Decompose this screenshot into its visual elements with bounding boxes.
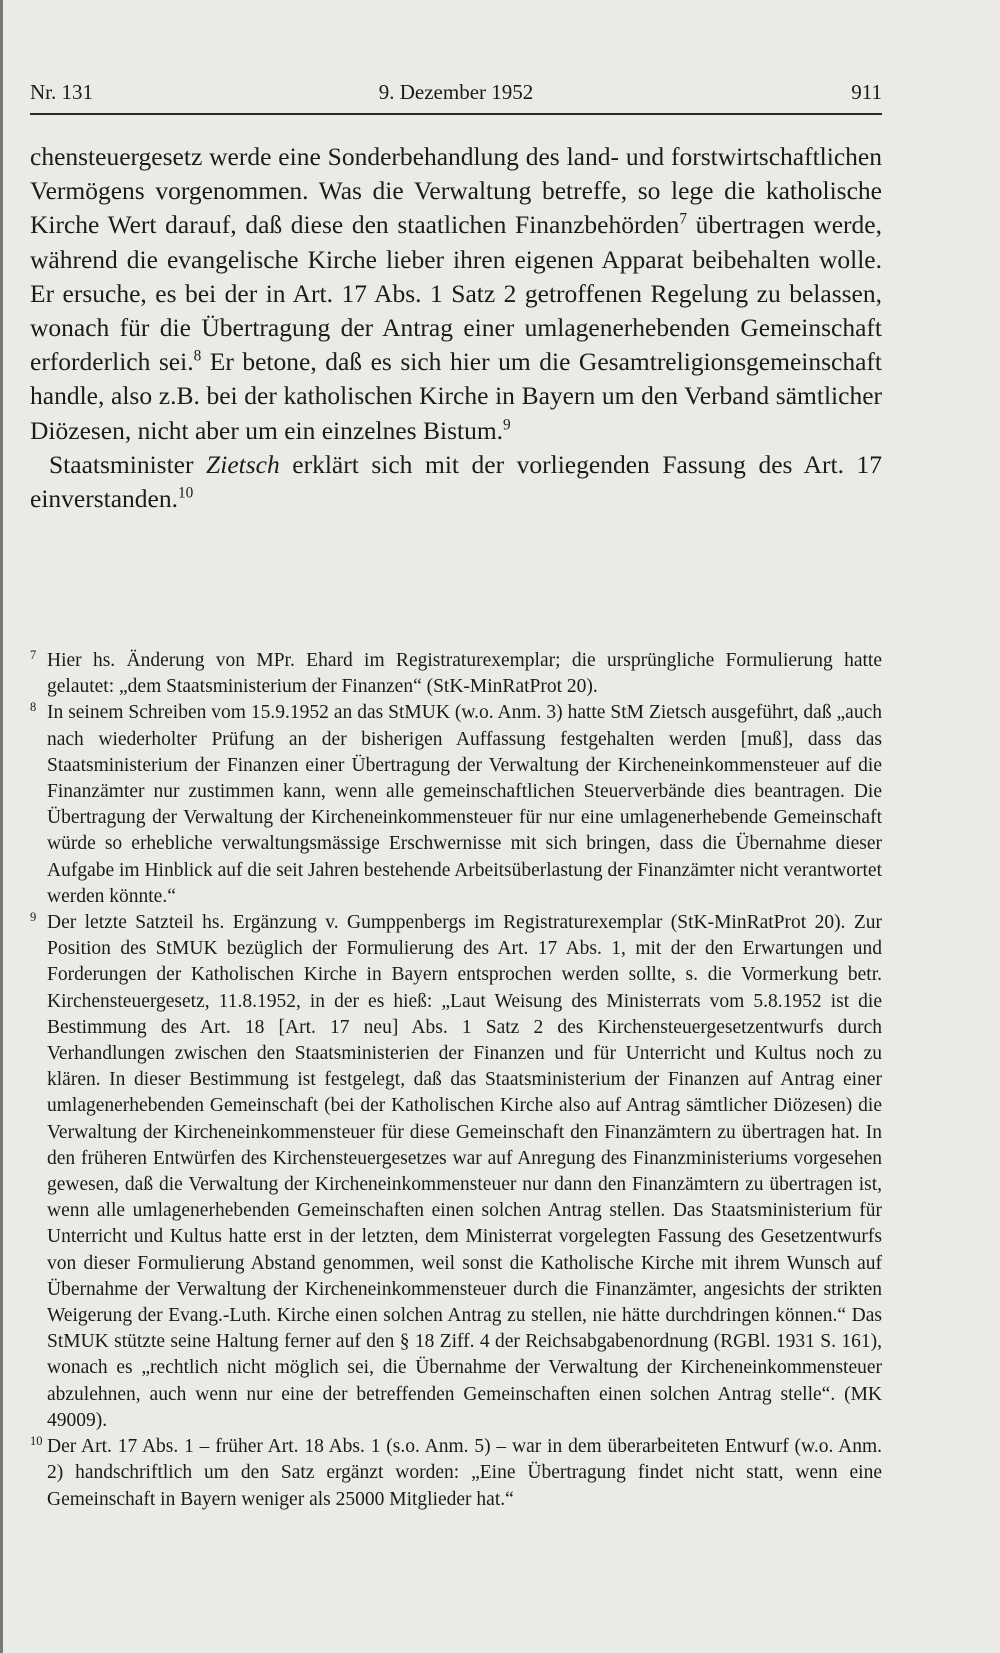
text-run: erklärt sich mit der vorliegenden Fassung des Art. 17 einverstanden.: [30, 449, 883, 514]
footnote: [30, 910, 882, 1434]
text-run: übertragen werde, während die evangelische Kirche lieber ihren eigenen Apparat beibehalten wolle. Er ersuche, es bei der in Art. 17 Abs. 1 Satz 2 getroffenen Regelung zu belassen, wonach für die Übertragung der Antrag einer umlagenerhebenden Gemeinschaft erforderlich sei.: [30, 210, 882, 377]
footnote-number: 9: [30, 910, 37, 925]
footnote-ref: 10: [177, 484, 194, 502]
header-date: 9. Dezember 1952: [378, 80, 534, 104]
text-run: chensteuergesetz werde eine Sonderbehandlung des land- und forstwirtschaftlichen Vermögens vorgenommen. Was die Verwaltung betreffe, so lege die katholische Kirche Wert darauf, daß diese den staatlichen Finanzbehörden: [30, 142, 882, 240]
footnote-ref: 7: [679, 210, 687, 228]
text-run: Staatsminister: [49, 449, 207, 479]
footnote-number: 8: [30, 700, 37, 715]
speaker-name: Zietsch: [206, 449, 280, 479]
footnote-number: 10: [30, 1434, 43, 1449]
footnote-ref: 8: [193, 347, 202, 365]
footnote: [30, 1434, 882, 1513]
page-edge-shadow: [0, 0, 3, 1653]
footnote: [30, 700, 882, 910]
footnotes: [30, 648, 882, 1513]
paragraph: [30, 140, 882, 448]
page-number: 911: [851, 80, 882, 104]
main-text: [30, 140, 882, 516]
footnote-text: Der Art. 17 Abs. 1 – früher Art. 18 Abs. 1 (s.o. Anm. 5) – war in dem überarbeiteten Entwurf (w.o. Anm. 2) handschriftlich um den Satz ergänzt worden: „Eine Übertragung findet nicht statt, wenn eine Gemeinschaft in Bayern weniger als 25000 Mitglieder hat.“: [47, 1436, 882, 1510]
footnote-text: In seinem Schreiben vom 15.9.1952 an das StMUK (w.o. Anm. 3) hatte StM Zietsch ausgeführt, daß „auch nach wiederholter Prüfung an der bisherigen Auffassung festgehalten werden [muß], dass das Staatsministerium der Finanzen einer Übertragung der Verwaltung der Kircheneinkommensteuer auf die Finanzämter nur zustimmen kann, wenn alle gemeinschaftlichen Steuerverbände dies beantragen. Die Übertragung der Verwaltung der Kircheneinkommensteuer für nur eine umlagenerhebende Gemeinschaft würde so erhebliche verwaltungsmässige Erschwernisse mit sich bringen, dass die Übernahme dieser Aufgabe im Hinblick auf die seit Jahren bestehende Arbeitsüberlastung der Finanzämter nicht verantwortet werden könnte.“: [47, 702, 882, 907]
footnote: [30, 648, 882, 700]
footnote-ref: 9: [503, 416, 511, 434]
footnote-text: Hier hs. Änderung von MPr. Ehard im Registraturexemplar; die ursprüngliche Formulierung hatte gelautet: „dem Staatsministerium der Finanzen“ (StK-MinRatProt 20).: [47, 650, 882, 698]
text-run: Er betone, daß es sich hier um die Gesamtreligionsgemeinschaft handle, also z.B. bei der katholischen Kirche in Bayern um den Verband sämtlicher Diözesen, nicht aber um ein einzelnes Bistum.: [30, 347, 882, 445]
footnote-number: 7: [30, 648, 37, 662]
running-header: [30, 80, 882, 112]
header-rule: [30, 113, 882, 115]
document-number: Nr. 131: [30, 80, 93, 104]
footnote-text: Der letzte Satzteil hs. Ergänzung v. Gumppenbergs im Registraturexemplar (StK-MinRatProt 20). Zur Position des StMUK bezüglich der Formulierung des Art. 17 Abs. 1, mit der den Erwartungen und Forderungen der Katholischen Kirche in Bayern entsprochen werden sollte, s. die Vormerkung betr. Kirchensteuergesetz, 11.8.1952, in der es hieß: „Laut Weisung des Ministerrats vom 5.8.1952 ist die Bestimmung des Art. 18 [Art. 17 neu] Abs. 1 Satz 2 des Kirchensteuergesetzentwurfs durch Verhandlungen zwischen den Staatsministerien der Finanzen und für Unterricht und Kultus noch zu klären. In dieser Bestimmung ist festgelegt, daß das Staatsministerium der Finanzen auf Antrag einer umlagenerhebenden Gemeinschaft (bei der Katholischen Kirche also auf Antrag sämtlicher Diözesen) die Verwaltung der Kircheneinkommensteuer für diese Gemeinschaft den Finanzämtern zu übertragen hat. In den früheren Entwürfen des Kirchensteuergesetzes war auf Anregung des Finanzministeriums vorgesehen gewesen, daß die Verwaltung der Kircheneinkommensteuer nur dann den Finanzämtern zu übertragen ist, wenn alle umlagenerhebenden Gemeinschaften einen solchen Antrag stellen. Das Staatsministerium für Unterricht und Kultus hatte erst in der letzten, dem Ministerrat vorgelegten Fassung des Gesetzentwurfs von dieser Formulierung Abstand genommen, weil sonst die Katholische Kirche mit ihrem Wunsch auf Übernahme der Verwaltung der Kircheneinkommensteuer durch die Finanzämter, angesichts der strikten Weigerung der Evang.-Luth. Kirche einen solchen Antrag zu stellen, nie hätte durchdringen können.“ Das StMUK stützte seine Haltung ferner auf den § 18 Ziff. 4 der Reichsabgabenordnung (RGBl. 1931 S. 161), wonach es „rechtlich nicht möglich sei, die Übernahme der Verwaltung der Kircheneinkommensteuer abzulehnen, auch wenn nur eine der betreffenden Gemeinschaften einen solchen Antrag stelle“. (MK 49009).: [47, 912, 882, 1431]
paragraph: [30, 448, 882, 516]
